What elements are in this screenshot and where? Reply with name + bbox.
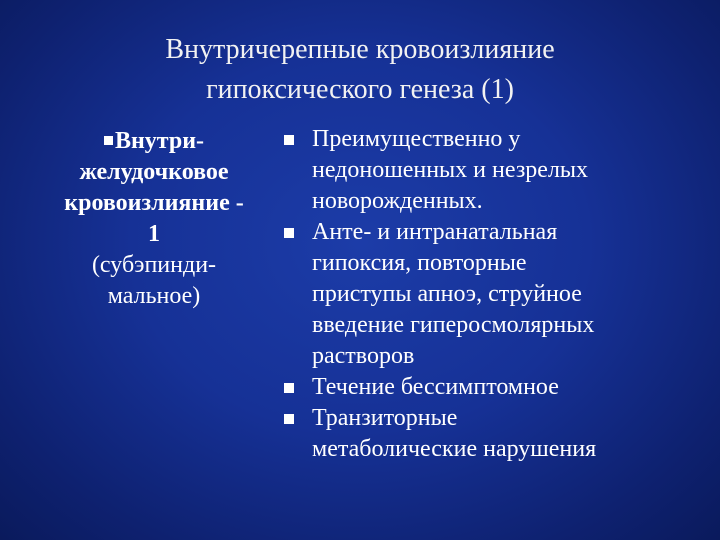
left-line-5: (субэпинди- <box>91 252 217 278</box>
square-bullet-icon <box>284 414 294 424</box>
left-line-1: Внутри- <box>34 126 274 157</box>
list-item <box>284 124 704 217</box>
square-bullet-icon <box>284 135 294 145</box>
list-item-line: недоношенных и незрелых <box>312 157 589 183</box>
left-line-3: кровоизлияние - <box>64 190 244 216</box>
square-bullet-icon <box>284 228 294 238</box>
left-line-4: 1 <box>148 221 160 247</box>
list-item-line: Преимущественно у <box>312 126 521 152</box>
list-item-line: метаболические нарушения <box>312 436 597 462</box>
left-line-2: желудочковое <box>79 159 229 185</box>
square-bullet-icon <box>284 383 294 393</box>
list-item-line: Течение бессимптомное <box>312 374 559 400</box>
list-item-line: Транзиторные <box>312 405 458 431</box>
title-line-1: Внутричерепные кровоизлияние <box>165 34 555 65</box>
list-item <box>284 372 704 403</box>
list-item-line: гипоксия, повторные <box>312 250 527 276</box>
square-bullet-icon <box>104 136 113 145</box>
left-line-6: мальное) <box>107 283 201 309</box>
list-item-line: приступы апноэ, струйное <box>312 281 582 307</box>
list-item <box>284 217 704 372</box>
list-item-line: Анте- и интранатальная <box>312 219 558 245</box>
list-item <box>284 403 704 465</box>
bullet-list <box>284 124 704 465</box>
list-item-line: введение гиперосмолярных <box>312 312 595 338</box>
slide-title <box>40 30 680 110</box>
list-item-line: растворов <box>312 343 415 369</box>
title-line-2: гипоксического генеза (1) <box>206 74 514 105</box>
list-item-line: новорожденных. <box>312 188 483 214</box>
left-heading <box>34 126 274 312</box>
